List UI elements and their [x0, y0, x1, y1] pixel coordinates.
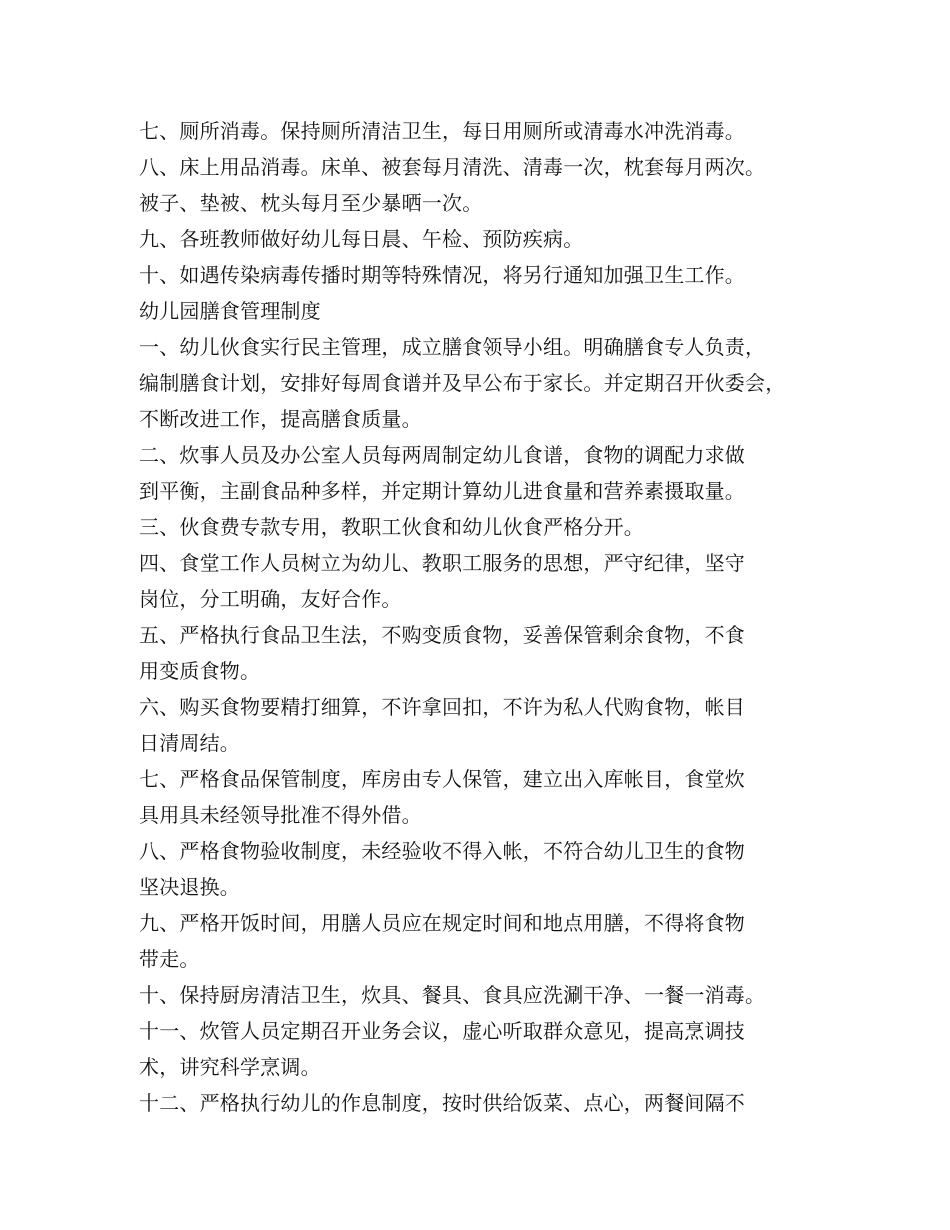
section-heading: 幼儿园膳食管理制度: [139, 299, 321, 323]
text-line: 七、严格食品保管制度，库房由专人保管，建立出入库帐目，食堂炊: [139, 767, 745, 791]
text-line: 八、严格食物验收制度，未经验收不得入帐，不符合幼儿卫生的食物: [139, 839, 745, 863]
text-line: 五、严格执行食品卫生法，不购变质食物，妥善保管剩余食物，不食: [139, 623, 745, 647]
text-line: 七、厕所消毒。保持厕所清洁卫生，每日用厕所或清毒水冲洗消毒。: [139, 119, 745, 143]
text-line: 十、如遇传染病毒传播时期等特殊情况，将另行通知加强卫生工作。: [139, 263, 745, 287]
text-line: 一、幼儿伙食实行民主管理，成立膳食领导小组。明确膳食专人负责，: [139, 335, 766, 359]
text-line: 九、严格开饭时间，用膳人员应在规定时间和地点用膳，不得将食物: [139, 911, 745, 935]
text-line: 术，讲究科学烹调。: [139, 1055, 321, 1079]
text-line: 十二、严格执行幼儿的作息制度，按时供给饭菜、点心，两餐间隔不: [139, 1091, 745, 1115]
text-line: 日清周结。: [139, 731, 240, 755]
text-line: 编制膳食计划，安排好每周食谱并及早公布于家长。并定期召开伙委会，: [139, 371, 786, 395]
text-line: 岗位，分工明确，友好合作。: [139, 587, 402, 611]
text-line: 坚决退换。: [139, 875, 240, 899]
text-line: 四、食堂工作人员树立为幼儿、教职工服务的思想，严守纪律，坚守: [139, 551, 745, 575]
text-line: 九、各班教师做好幼儿每日晨、午检、预防疾病。: [139, 227, 584, 251]
text-line: 二、炊事人员及办公室人员每两周制定幼儿食谱，食物的调配力求做: [139, 443, 745, 467]
text-line: 带走。: [139, 947, 200, 971]
text-line: 十一、炊管人员定期召开业务会议，虚心听取群众意见，提高烹调技: [139, 1019, 745, 1043]
text-line: 被子、垫被、枕头每月至少暴晒一次。: [139, 191, 483, 215]
text-line: 不断改进工作，提高膳食质量。: [139, 407, 422, 431]
text-line: 十、保持厨房清洁卫生，炊具、餐具、食具应洗涮干净、一餐一消毒。: [139, 983, 766, 1007]
text-line: 用变质食物。: [139, 659, 261, 683]
text-line: 八、床上用品消毒。床单、被套每月清洗、清毒一次，枕套每月两次。: [139, 155, 766, 179]
text-line: 具用具未经领导批准不得外借。: [139, 803, 422, 827]
text-line: 六、购买食物要精打细算，不许拿回扣，不许为私人代购食物，帐目: [139, 695, 745, 719]
text-line: 到平衡，主副食品种多样，并定期计算幼儿进食量和营养素摄取量。: [139, 479, 745, 503]
text-line: 三、伙食费专款专用，教职工伙食和幼儿伙食严格分开。: [139, 515, 644, 539]
